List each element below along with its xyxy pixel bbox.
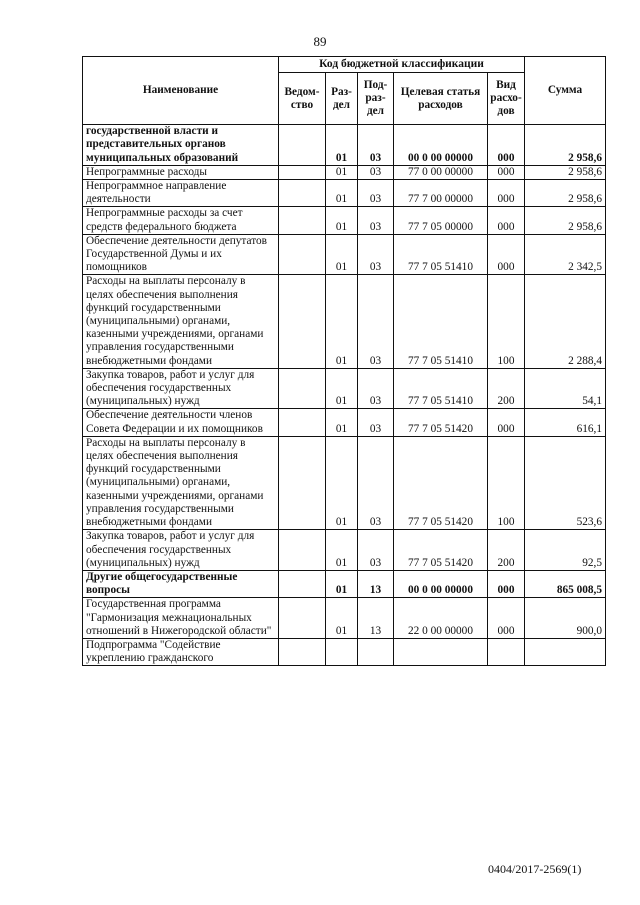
cell-name: Другие общегосударственные вопросы [83,570,279,597]
document-code: 0404/2017-2569(1) [488,862,582,876]
cell-summa: 2 958,6 [525,165,606,179]
table-row [83,570,606,597]
cell-podrazdel: 03 [358,180,394,207]
header-name: Наименование [83,57,279,125]
table-row [83,234,606,275]
cell-razdel: 01 [326,234,358,275]
cell-name: государственной власти и представительных органов муниципальных образований [83,125,279,166]
cell-summa: 92,5 [525,530,606,571]
table-row [83,207,606,234]
cell-podrazdel: 03 [358,125,394,166]
cell-name: Расходы на выплаты персоналу в целях обеспечения выполнения функций государственными (муниципальными) органами, казенными учреждениями, органами управления государственными внебюджетными фондами [83,436,279,529]
cell-podrazdel: 03 [358,409,394,436]
table-header [83,57,606,125]
cell-razdel [326,638,358,665]
cell-celevaya: 77 7 05 51410 [394,368,488,409]
page-number: 89 [313,34,327,49]
table-row [83,165,606,179]
cell-vid: 000 [488,234,525,275]
cell-podrazdel: 03 [358,207,394,234]
cell-razdel: 01 [326,530,358,571]
cell-podrazdel: 03 [358,275,394,368]
cell-ved [279,165,326,179]
table-row [83,530,606,571]
table-row [83,125,606,166]
cell-podrazdel: 03 [358,368,394,409]
cell-summa: 2 958,6 [525,207,606,234]
cell-vid: 100 [488,436,525,529]
cell-name: Обеспечение деятельности депутатов Государственной Думы и их помощников [83,234,279,275]
cell-summa: 2 342,5 [525,234,606,275]
cell-ved [279,570,326,597]
cell-celevaya: 77 7 05 00000 [394,207,488,234]
cell-name: Обеспечение деятельности членов Совета Федерации и их помощников [83,409,279,436]
cell-ved [279,598,326,639]
cell-celevaya: 00 0 00 00000 [394,570,488,597]
cell-razdel: 01 [326,275,358,368]
header-vid: Вид расхо-дов [488,73,525,125]
table-row [83,180,606,207]
cell-razdel: 01 [326,180,358,207]
cell-podrazdel: 13 [358,570,394,597]
cell-summa: 865 008,5 [525,570,606,597]
cell-vid [488,638,525,665]
cell-razdel: 01 [326,125,358,166]
cell-summa: 2 288,4 [525,275,606,368]
cell-ved [279,234,326,275]
table-row [83,598,606,639]
cell-vid: 100 [488,275,525,368]
cell-razdel: 01 [326,207,358,234]
cell-ved [279,436,326,529]
header-ved: Ведом-ство [279,73,326,125]
cell-podrazdel [358,638,394,665]
cell-celevaya: 77 7 05 51420 [394,436,488,529]
cell-celevaya [394,638,488,665]
cell-celevaya: 77 7 05 51420 [394,409,488,436]
cell-vid: 000 [488,207,525,234]
cell-name: Непрограммные расходы [83,165,279,179]
table-body [83,125,606,666]
cell-celevaya: 77 7 05 51410 [394,234,488,275]
cell-celevaya: 77 7 00 00000 [394,180,488,207]
cell-vid: 000 [488,165,525,179]
cell-vid: 000 [488,570,525,597]
header-summa: Сумма [525,57,606,125]
table-row [83,368,606,409]
cell-name: Непрограммные расходы за счет средств федерального бюджета [83,207,279,234]
table-row [83,638,606,665]
table-row [83,436,606,529]
cell-celevaya: 77 0 00 00000 [394,165,488,179]
cell-name: Расходы на выплаты персоналу в целях обеспечения выполнения функций государственными (муниципальными) органами, казенными учреждениями, органами управления государственными внебюджетными фондами [83,275,279,368]
cell-summa: 900,0 [525,598,606,639]
cell-name: Закупка товаров, работ и услуг для обеспечения государственных (муниципальных) нужд [83,368,279,409]
cell-podrazdel: 13 [358,598,394,639]
cell-razdel: 01 [326,409,358,436]
cell-summa: 616,1 [525,409,606,436]
cell-vid: 000 [488,409,525,436]
cell-razdel: 01 [326,570,358,597]
cell-summa: 523,6 [525,436,606,529]
cell-razdel: 01 [326,436,358,529]
cell-razdel: 01 [326,598,358,639]
cell-podrazdel: 03 [358,436,394,529]
header-podrazdel: Под-раз-дел [358,73,394,125]
cell-vid: 200 [488,530,525,571]
budget-table [82,56,606,666]
cell-vid: 000 [488,125,525,166]
cell-razdel: 01 [326,165,358,179]
cell-name: Подпрограмма "Содействие укреплению гражданского [83,638,279,665]
cell-vid: 000 [488,598,525,639]
cell-summa: 2 958,6 [525,125,606,166]
cell-celevaya: 00 0 00 00000 [394,125,488,166]
header-celevaya: Целевая статья расходов [394,73,488,125]
cell-ved [279,530,326,571]
cell-summa: 54,1 [525,368,606,409]
cell-razdel: 01 [326,368,358,409]
cell-celevaya: 22 0 00 00000 [394,598,488,639]
cell-name: Государственная программа "Гармонизация межнациональных отношений в Нижегородской области" [83,598,279,639]
cell-vid: 200 [488,368,525,409]
cell-name: Закупка товаров, работ и услуг для обеспечения государственных (муниципальных) нужд [83,530,279,571]
cell-summa [525,638,606,665]
cell-ved [279,125,326,166]
header-classification: Код бюджетной классификации [279,57,525,73]
cell-ved [279,275,326,368]
table-row [83,409,606,436]
header-razdel: Раз-дел [326,73,358,125]
cell-name: Непрограммное направление деятельности [83,180,279,207]
table-row [83,275,606,368]
cell-podrazdel: 03 [358,234,394,275]
cell-podrazdel: 03 [358,165,394,179]
cell-ved [279,368,326,409]
cell-celevaya: 77 7 05 51420 [394,530,488,571]
cell-celevaya: 77 7 05 51410 [394,275,488,368]
cell-podrazdel: 03 [358,530,394,571]
cell-vid: 000 [488,180,525,207]
cell-ved [279,207,326,234]
cell-ved [279,409,326,436]
cell-ved [279,638,326,665]
cell-ved [279,180,326,207]
cell-summa: 2 958,6 [525,180,606,207]
